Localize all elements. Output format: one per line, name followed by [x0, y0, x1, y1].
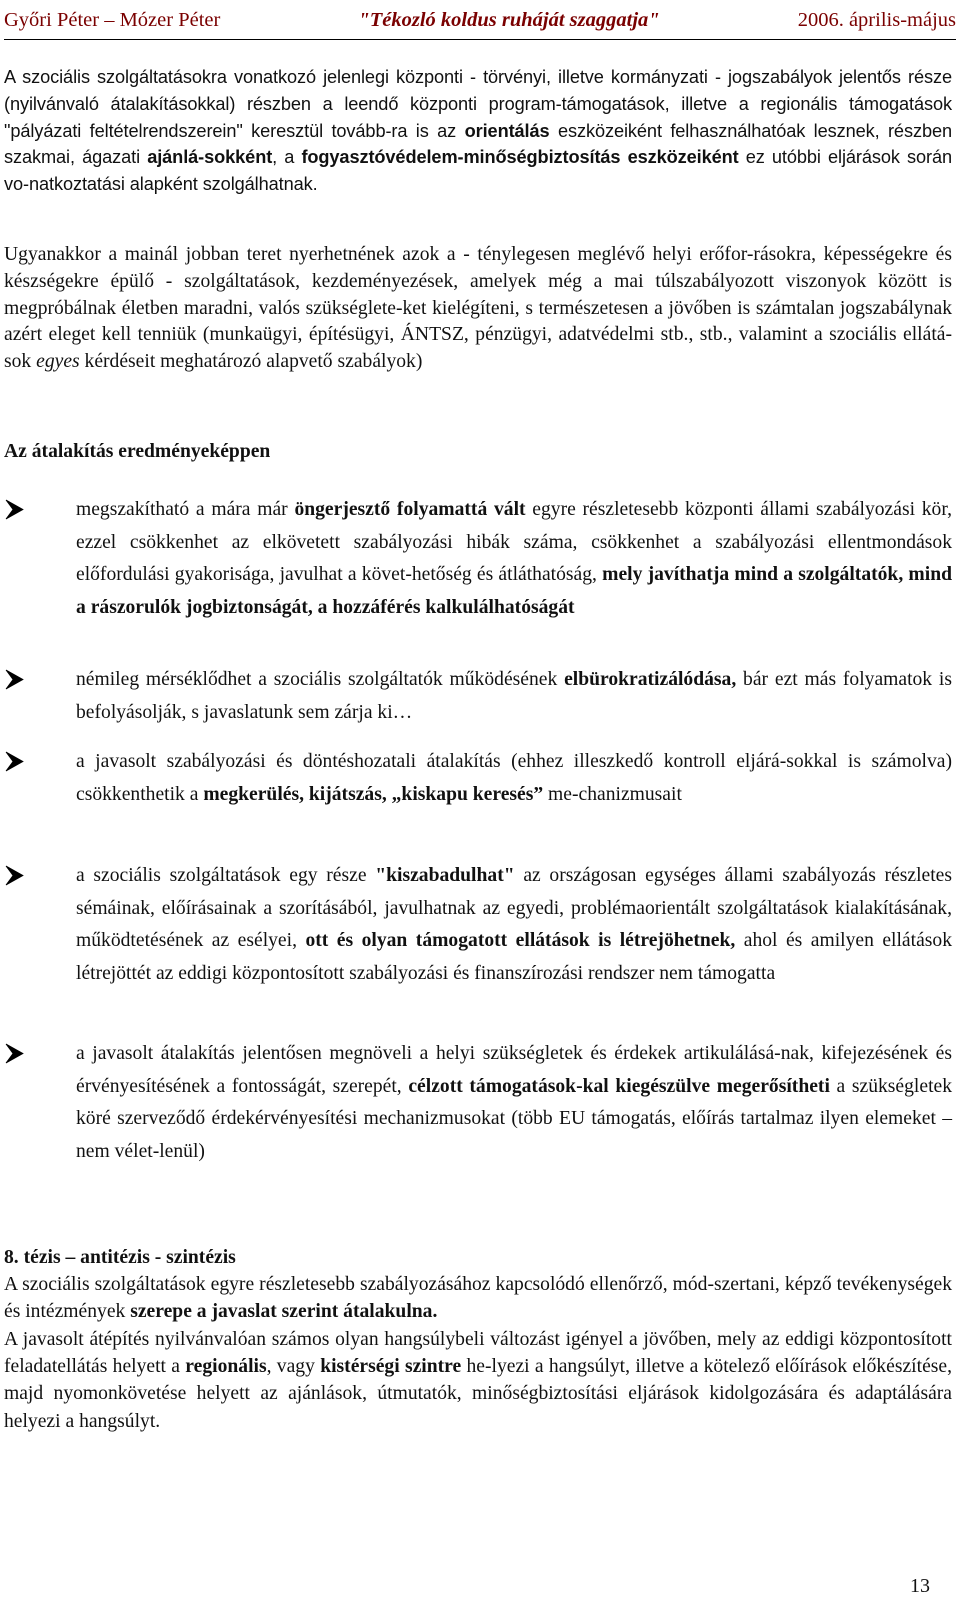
- page-number: 13: [910, 1575, 930, 1597]
- intro-paragraph-2: Ugyanakkor a mainál jobban teret nyerhetnének azok a - ténylegesen meglévő helyi erőfor-rásokra, képességekre és készségekre épülő - szolgáltatások, kezdeményezések, amelyek még a mai túlszabályozott viszonyok között is megpróbálnak életben maradni, valós szükséglete-ket kielégíteni, s természetesen a jövőben is számtalan jogszabálynak azért eleget kell tenniük (munkaügyi, építésügyi, ÁNTSZ, pénzügyi, adatvédelmi stb., stb., valamint a szociális ellátá-sok egyes kérdéseit meghatározó alapvető szabályok): [4, 244, 952, 373]
- intro-paragraph-1: A szociális szolgáltatásokra vonatkozó jelenlegi központi - törvényi, illetve kormányzati - jogszabályok jelentős része (nyilvánvaló átalakításokkal) részben a leendő központi program-támogatások, illetve a regionális támogatások "pályázati feltételrendszerein" keresztül tovább-ra is az orientálás eszközeiként felhasználhatóak lesznek, részben szakmai, ágazati ajánlá-sokként, a fogyasztóvédelem-minőségbiztosítás eszközeiként ez utóbbi eljárások során vo-natkoztatási alapként szolgálhatnak.: [4, 67, 953, 195]
- bullet-text: a javasolt szabályozási és döntéshozatali átalakítás (ehhez illeszkedő kontroll eljárá-sokkal is számolva) csökkenthetik a megkerülés, kijátszás, „kiskapu keresés” me-chanizmusait: [76, 751, 952, 805]
- header-rule: [4, 39, 956, 40]
- header-title: "Tékozló koldus ruháját szaggatja": [358, 9, 660, 31]
- thesis-paragraph-2: A javasolt átépítés nyilvánvalóan számos olyan hangsúlybeli változást igényel a jövőben, mely az eddigi központosított feladatellátás helyett a regionális, vagy kistérségi szintre he-lyezi a hangsúlyt, illetve a kötelező előírások előkészítése, majd nyomonkövetése helyett az ajánlások, útmutatók, minőségbiztosítási eljárások kidolgozására és adaptálására helyezi a hangsúlyt.: [4, 1329, 952, 1432]
- arrow-bullet-icon: [4, 862, 40, 889]
- thesis-heading: 8. tézis – antitézis - szintézis: [4, 1247, 236, 1268]
- bullet-text: a javasolt átalakítás jelentősen megnöveli a helyi szükségletek és érdekek artikulálásá-nak, kifejezésének és érvényesítésének a fontosságát, szerepét, célzott támogatások-kal kiegészülve megerősítheti a szükségletek köré szerveződő érdekérvényesítési mechanizmusokat (több EU támogatás, előírás tartalmaz ilyen elemeket – nem vélet-lenül): [76, 1043, 953, 1162]
- bullet-text: a szociális szolgáltatások egy része "kiszabadulhat" az országosan egységes állami szabályozás részletes sémáinak, előírásainak a szorításából, javulhatnak az egyedi, problémaorientált szolgáltatások kialakításának, működtetésének az esélyei, ott és olyan támogatott ellátások is létrejöhetnek, ahol és amilyen ellátások létrejöttét az eddigi központosított szabályozási és finanszírozási rendszer nem támogatta: [76, 865, 952, 984]
- thesis-paragraph-1: A szociális szolgáltatások egyre részletesebb szabályozásához kapcsolódó ellenőrző, mód-szertani, képző tevékenységek és intézmények szerepe a javaslat szerint átalakulna.: [4, 1274, 952, 1323]
- bullet-text: megszakítható a mára már öngerjesztő folyamattá vált egyre részletesebb központi állami szabályozási kör, ezzel csökkenhet az elkövetett szabályozási hibák száma, csökkenhet a szabályozási ellentmondások előfordulási gyakorisága, javulhat a követ-hetőség és átláthatóság, mely javíthatja mind a szolgáltatók, mind a rászorulók jogbiztonságát, a hozzáférés kalkulálhatóságát: [76, 499, 952, 618]
- section-heading: Az átalakítás eredményeképpen: [4, 441, 271, 462]
- bullet-text: némileg mérséklődhet a szociális szolgáltatók működésének elbürokratizálódása, bár ezt más folyamatok is befolyásolják, s javaslatunk sem zárja ki…: [76, 669, 952, 723]
- running-header: [4, 2, 956, 38]
- header-authors: Győri Péter – Mózer Péter: [4, 9, 221, 31]
- arrow-bullet-icon: [4, 1040, 40, 1067]
- header-date: 2006. április-május: [797, 9, 956, 31]
- arrow-bullet-icon: [4, 666, 40, 693]
- arrow-bullet-icon: [4, 748, 40, 775]
- arrow-bullet-icon: [4, 496, 40, 523]
